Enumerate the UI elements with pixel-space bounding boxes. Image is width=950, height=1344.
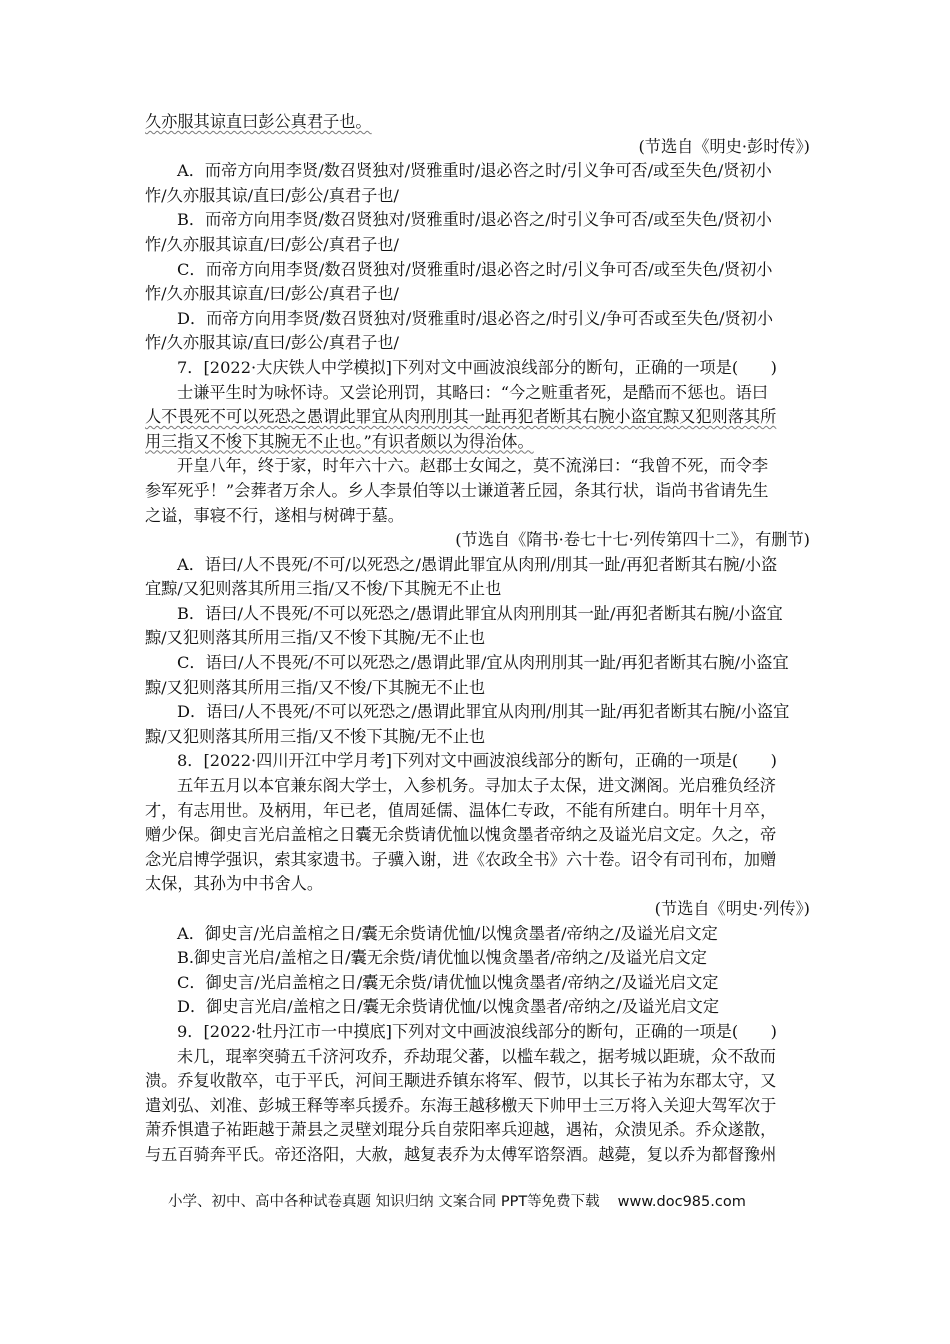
line-text: 萧乔惧遣子祐距越于萧县之灵壁刘琨分兵自荥阳率兵迎越，遇祐，众溃见杀。乔众遂散，	[145, 1120, 777, 1140]
wavy-underlined-text: 人不畏死不可以死恐之愚谓此罪宜从肉刑刖其一趾再犯者断其右腕小盗宜黥又犯则落其所	[145, 407, 777, 427]
text-line	[145, 479, 810, 504]
line-text: B．而帝方向用李贤/数召贤独对/贤雅重时/退必咨之/时引义争可否/或至失色/贤初小	[177, 210, 772, 230]
line-text: 8．[2022·四川开江中学月考]下列对文中画波浪线部分的断句，正确的一项是( )	[177, 751, 777, 771]
line-text: C．御史言/光启盖棺之日/囊无余赀/请优恤以愧贪墨者/帝纳之/及谥光启文定	[177, 972, 719, 992]
text-line	[145, 602, 810, 627]
line-text: 才，有志用世。及柄用，年已老，值周延儒、温体仁专政，不能有所建白。明年十月卒，	[145, 800, 777, 820]
text-line	[145, 135, 810, 160]
text-line	[145, 725, 810, 750]
line-text: 7．[2022·大庆铁人中学模拟]下列对文中画波浪线部分的断句，正确的一项是( )	[177, 357, 777, 377]
document-body	[145, 110, 810, 1168]
line-text: 赠少保。御史言光启盖棺之日囊无余赀请优恤以愧贪墨者帝纳之及谥光启文定。久之，帝	[145, 825, 777, 845]
text-line	[145, 1143, 810, 1168]
line-text: (节选自《隋书·卷七十七·列传第四十二》，有删节)	[455, 530, 810, 550]
line-text: D．而帝方向用李贤/数召贤独对/贤雅重时/退必咨之/时引义/争可否或至失色/贤初小	[177, 308, 774, 328]
text-line	[145, 184, 810, 209]
line-text: (节选自《明史·列传》)	[654, 899, 810, 918]
line-text: 怍/久亦服其谅/直曰/彭公/真君子也/	[145, 185, 399, 205]
text-line	[145, 1045, 810, 1070]
text-line	[145, 430, 810, 455]
text-line	[145, 208, 810, 233]
footer-text: 小学、初中、高中各种试卷真题 知识归纳 文案合同 PPT等免费下载	[168, 1194, 600, 1210]
line-text: 宜黥/又犯则落其所用三指/又不悛/下其腕无不止也	[145, 579, 502, 599]
line-text: 太保，其孙为中书舍人。	[145, 874, 324, 894]
text-line	[145, 233, 810, 258]
line-text: D．语曰/人不畏死/不可以死恐之/愚谓此罪宜从肉刑/刖其一趾/再犯者断其右腕/小盗宜	[177, 702, 790, 722]
wavy-underlined-text: 久亦服其谅直曰彭公真君子也。	[145, 112, 372, 131]
line-text: 与五百骑奔平氏。帝还洛阳，大赦，越复表乔为太傅军谘祭酒。越薨，复以乔为都督豫州	[145, 1144, 777, 1164]
text-line	[145, 823, 810, 848]
text-line	[145, 897, 810, 922]
line-text: 之谥，事寝不行，遂相与树碑于墓。	[145, 505, 404, 525]
line-text: 参军死乎！”会葬者万余人。乡人李景伯等以士谦道著丘园，条其行状，诣尚书省请先生	[145, 480, 769, 500]
text-line	[145, 922, 810, 947]
text-line	[145, 676, 810, 701]
text-line	[145, 872, 810, 897]
text-line	[145, 454, 810, 479]
line-text: 开皇八年，终于家，时年六十六。赵郡士女闻之，莫不流涕曰：“我曾不死，而令李	[177, 456, 769, 476]
text-line	[145, 774, 810, 799]
line-text: D．御史言光启/盖棺之日/囊无余赀请优恤/以愧贪墨者/帝纳之/及谥光启文定	[177, 997, 720, 1017]
text-line	[145, 381, 810, 406]
line-text: 士谦平生时为咏怀诗。又尝论刑罚，其略曰：“今之赃重者死，是酷而不惩也。语曰	[177, 382, 769, 402]
text-line	[145, 577, 810, 602]
text-line	[145, 528, 810, 553]
text-line	[145, 995, 810, 1020]
text-line	[145, 504, 810, 529]
line-text: A．御史言/光启盖棺之日/囊无余赀请优恤/以愧贪墨者/帝纳之/及谥光启文定	[177, 923, 718, 943]
text-line	[145, 946, 810, 971]
line-text: 念光启博学强识，索其家遗书。子骥入谢，进《农政全书》六十卷。诏令有司刊布，加赠	[145, 849, 777, 869]
line-text: 怍/久亦服其谅/直曰/彭公/真君子也/	[145, 333, 399, 353]
line-text: 怍/久亦服其谅直/曰/彭公/真君子也/	[145, 284, 399, 304]
text-line	[145, 1094, 810, 1119]
line-text: B.御史言光启/盖棺之日/囊无余赀/请优恤以愧贪墨者/帝纳之/及谥光启文定	[177, 948, 707, 968]
line-text: C．而帝方向用李贤/数召贤独对/贤雅重时/退必咨之时/引义争可否/或至失色/贤初小	[177, 259, 773, 279]
text-line	[145, 848, 810, 873]
line-text: 黥/又犯则落其所用三指/又不悛下其腕/无不止也	[145, 726, 486, 746]
text-line	[145, 700, 810, 725]
line-text: A．而帝方向用李贤/数召贤独对/贤雅重时/退必咨之时/引义争可否/或至失色/贤初小	[177, 161, 772, 181]
text-line	[145, 356, 810, 381]
text-line	[145, 282, 810, 307]
line-text: 溃。乔复收散卒，屯于平氏，河间王颙进乔镇东将军、假节，以其长子祐为东郡太守，又	[145, 1071, 777, 1091]
text-line	[145, 258, 810, 283]
text-line	[145, 553, 810, 578]
footer-url[interactable]: www.doc985.com	[617, 1194, 746, 1210]
text-line	[145, 110, 810, 135]
text-line	[145, 307, 810, 332]
line-text: 黥/又犯则落其所用三指/又不悛/下其腕无不止也	[145, 677, 486, 697]
wavy-underlined-text: 用三指又不悛下其腕无不止也。”有识者颇以为得治体。	[145, 431, 534, 451]
text-line	[145, 159, 810, 184]
line-text: 怍/久亦服其谅直/曰/彭公/真君子也/	[145, 234, 399, 254]
text-line	[145, 749, 810, 774]
text-line	[145, 651, 810, 676]
line-text: A．语曰/人不畏死/不可/以死恐之/愚谓此罪宜从肉刑/刖其一趾/再犯者断其右腕/小盗	[177, 554, 778, 574]
text-line	[145, 1069, 810, 1094]
text-line	[145, 799, 810, 824]
line-text: B．语曰/人不畏死/不可以死恐之/愚谓此罪宜从肉刑刖其一趾/再犯者断其右腕/小盗宜	[177, 603, 783, 623]
line-text: 遣刘弘、刘准、彭城王释等率兵援乔。东海王越移檄天下帅甲士三万将入关迎大驾军次于	[145, 1095, 777, 1115]
line-text: 五年五月以本官兼东阁大学士，入参机务。寻加太子太保，进文渊阁。光启雅负经济	[177, 776, 776, 796]
text-line	[145, 971, 810, 996]
text-line	[145, 405, 810, 430]
page-footer	[168, 1190, 746, 1211]
text-line	[145, 1118, 810, 1143]
text-line	[145, 626, 810, 651]
line-text: (节选自《明史·彭时传》)	[638, 136, 810, 156]
line-text: 9．[2022·牡丹江市一中摸底]下列对文中画波浪线部分的断句，正确的一项是( )	[177, 1021, 777, 1041]
line-text: C．语曰/人不畏死/不可以死恐之/愚谓此罪/宜从肉刑刖其一趾/再犯者断其右腕/小盗宜	[177, 653, 789, 673]
line-text: 未几，琨率突骑五千济河攻乔，乔劫琨父蕃，以槛车载之，据考城以距琥，众不敌而	[177, 1046, 776, 1066]
line-text: 黥/又犯则落其所用三指/又不悛下其腕/无不止也	[145, 628, 486, 648]
text-line	[145, 1020, 810, 1045]
text-line	[145, 331, 810, 356]
